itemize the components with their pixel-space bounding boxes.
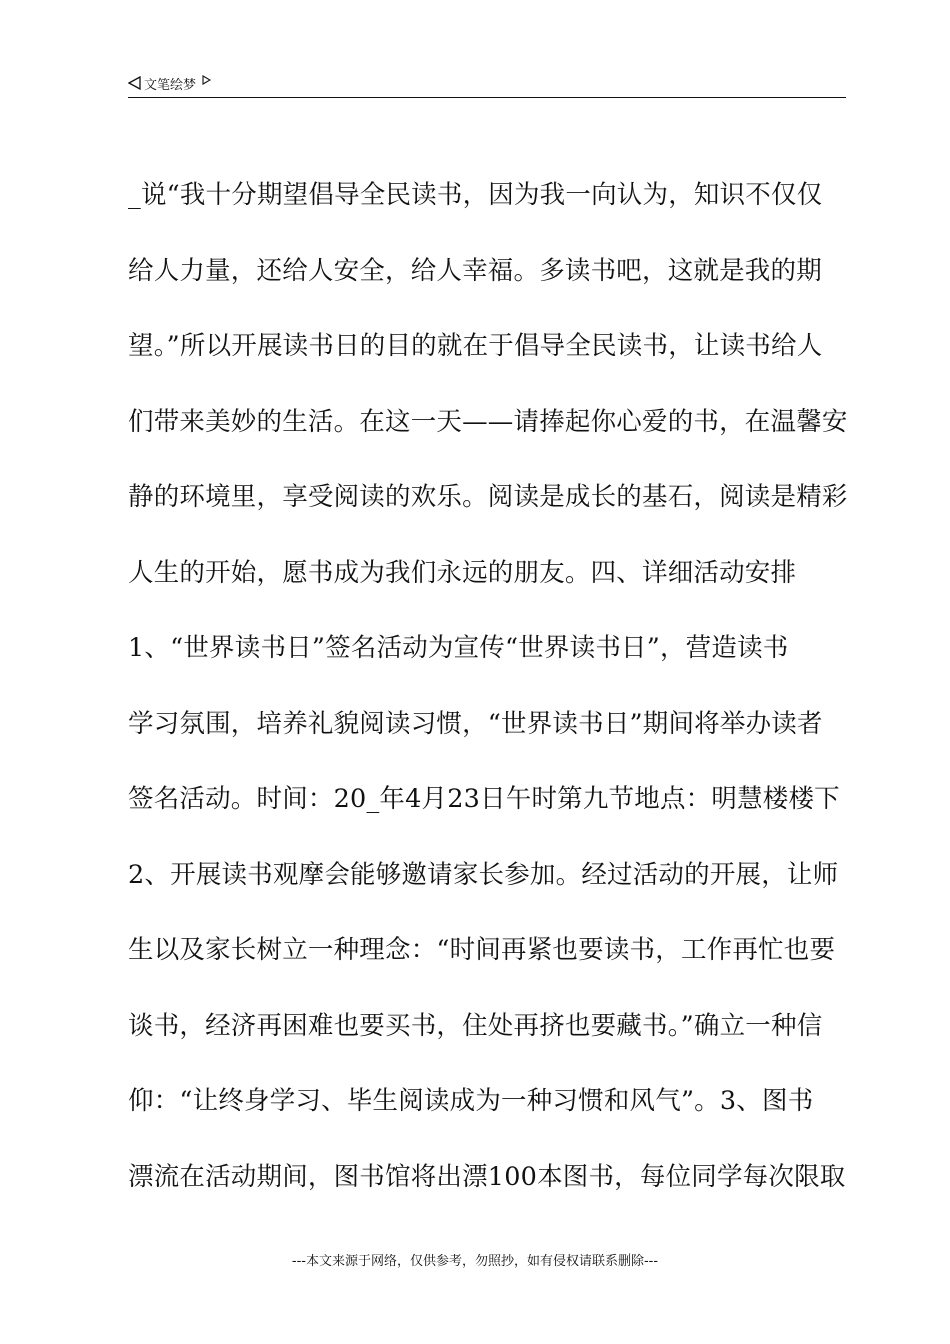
document-body <box>128 172 848 1229</box>
body-line: 学习氛围，培养礼貌阅读习惯，“世界读书日”期间将举办读者 <box>128 708 823 739</box>
triangle-right-icon <box>202 75 211 85</box>
body-line: 2、开展读书观摩会能够邀请家长参加。经过活动的开展，让师 <box>128 859 839 890</box>
header-brand <box>128 72 211 94</box>
body-line: _说“我十分期望倡导全民读书，因为我一向认为，知识不仅仅 <box>128 180 823 210</box>
body-line: 生以及家长树立一种理念：“时间再紧也要读书，工作再忙也要 <box>128 935 836 965</box>
body-line: 签名活动。时间：20_年4月23日午时第九节地点：明慧楼楼下 <box>128 784 840 814</box>
body-line: 静的环境里，享受阅读的欢乐。阅读是成长的基石，阅读是精彩 <box>128 482 848 512</box>
body-line: 望。”所以开展读书日的目的就在于倡导全民读书，让读书给人 <box>128 331 823 361</box>
page-header <box>128 72 846 98</box>
body-line: 人生的开始，愿书成为我们永远的朋友。四、详细活动安排 <box>128 557 797 588</box>
body-line: 1、“世界读书日”签名活动为宣传“世界读书日”，营造读书 <box>128 633 789 663</box>
body-line: 漂流在活动期间，图书馆将出漂100本图书，每位同学每次限取 <box>128 1161 846 1192</box>
body-line: 们带来美妙的生活。在这一天——请捧起你心爱的书，在温馨安 <box>128 406 848 437</box>
body-line: 给人力量，还给人安全，给人幸福。多读书吧，这就是我的期 <box>128 255 822 286</box>
triangle-left-icon <box>128 76 141 90</box>
header-divider <box>128 97 846 98</box>
brand-text: 文笔绘梦 <box>144 77 197 93</box>
body-line: 仰：“让终身学习、毕生阅读成为一种习惯和风气”。3、图书 <box>128 1086 814 1116</box>
body-line: 谈书，经济再困难也要买书，住处再挤也要藏书。”确立一种信 <box>128 1010 823 1041</box>
page-footer: ---本文来源于网络，仅供参考，勿照抄，如有侵权请联系删除--- <box>291 1254 659 1269</box>
